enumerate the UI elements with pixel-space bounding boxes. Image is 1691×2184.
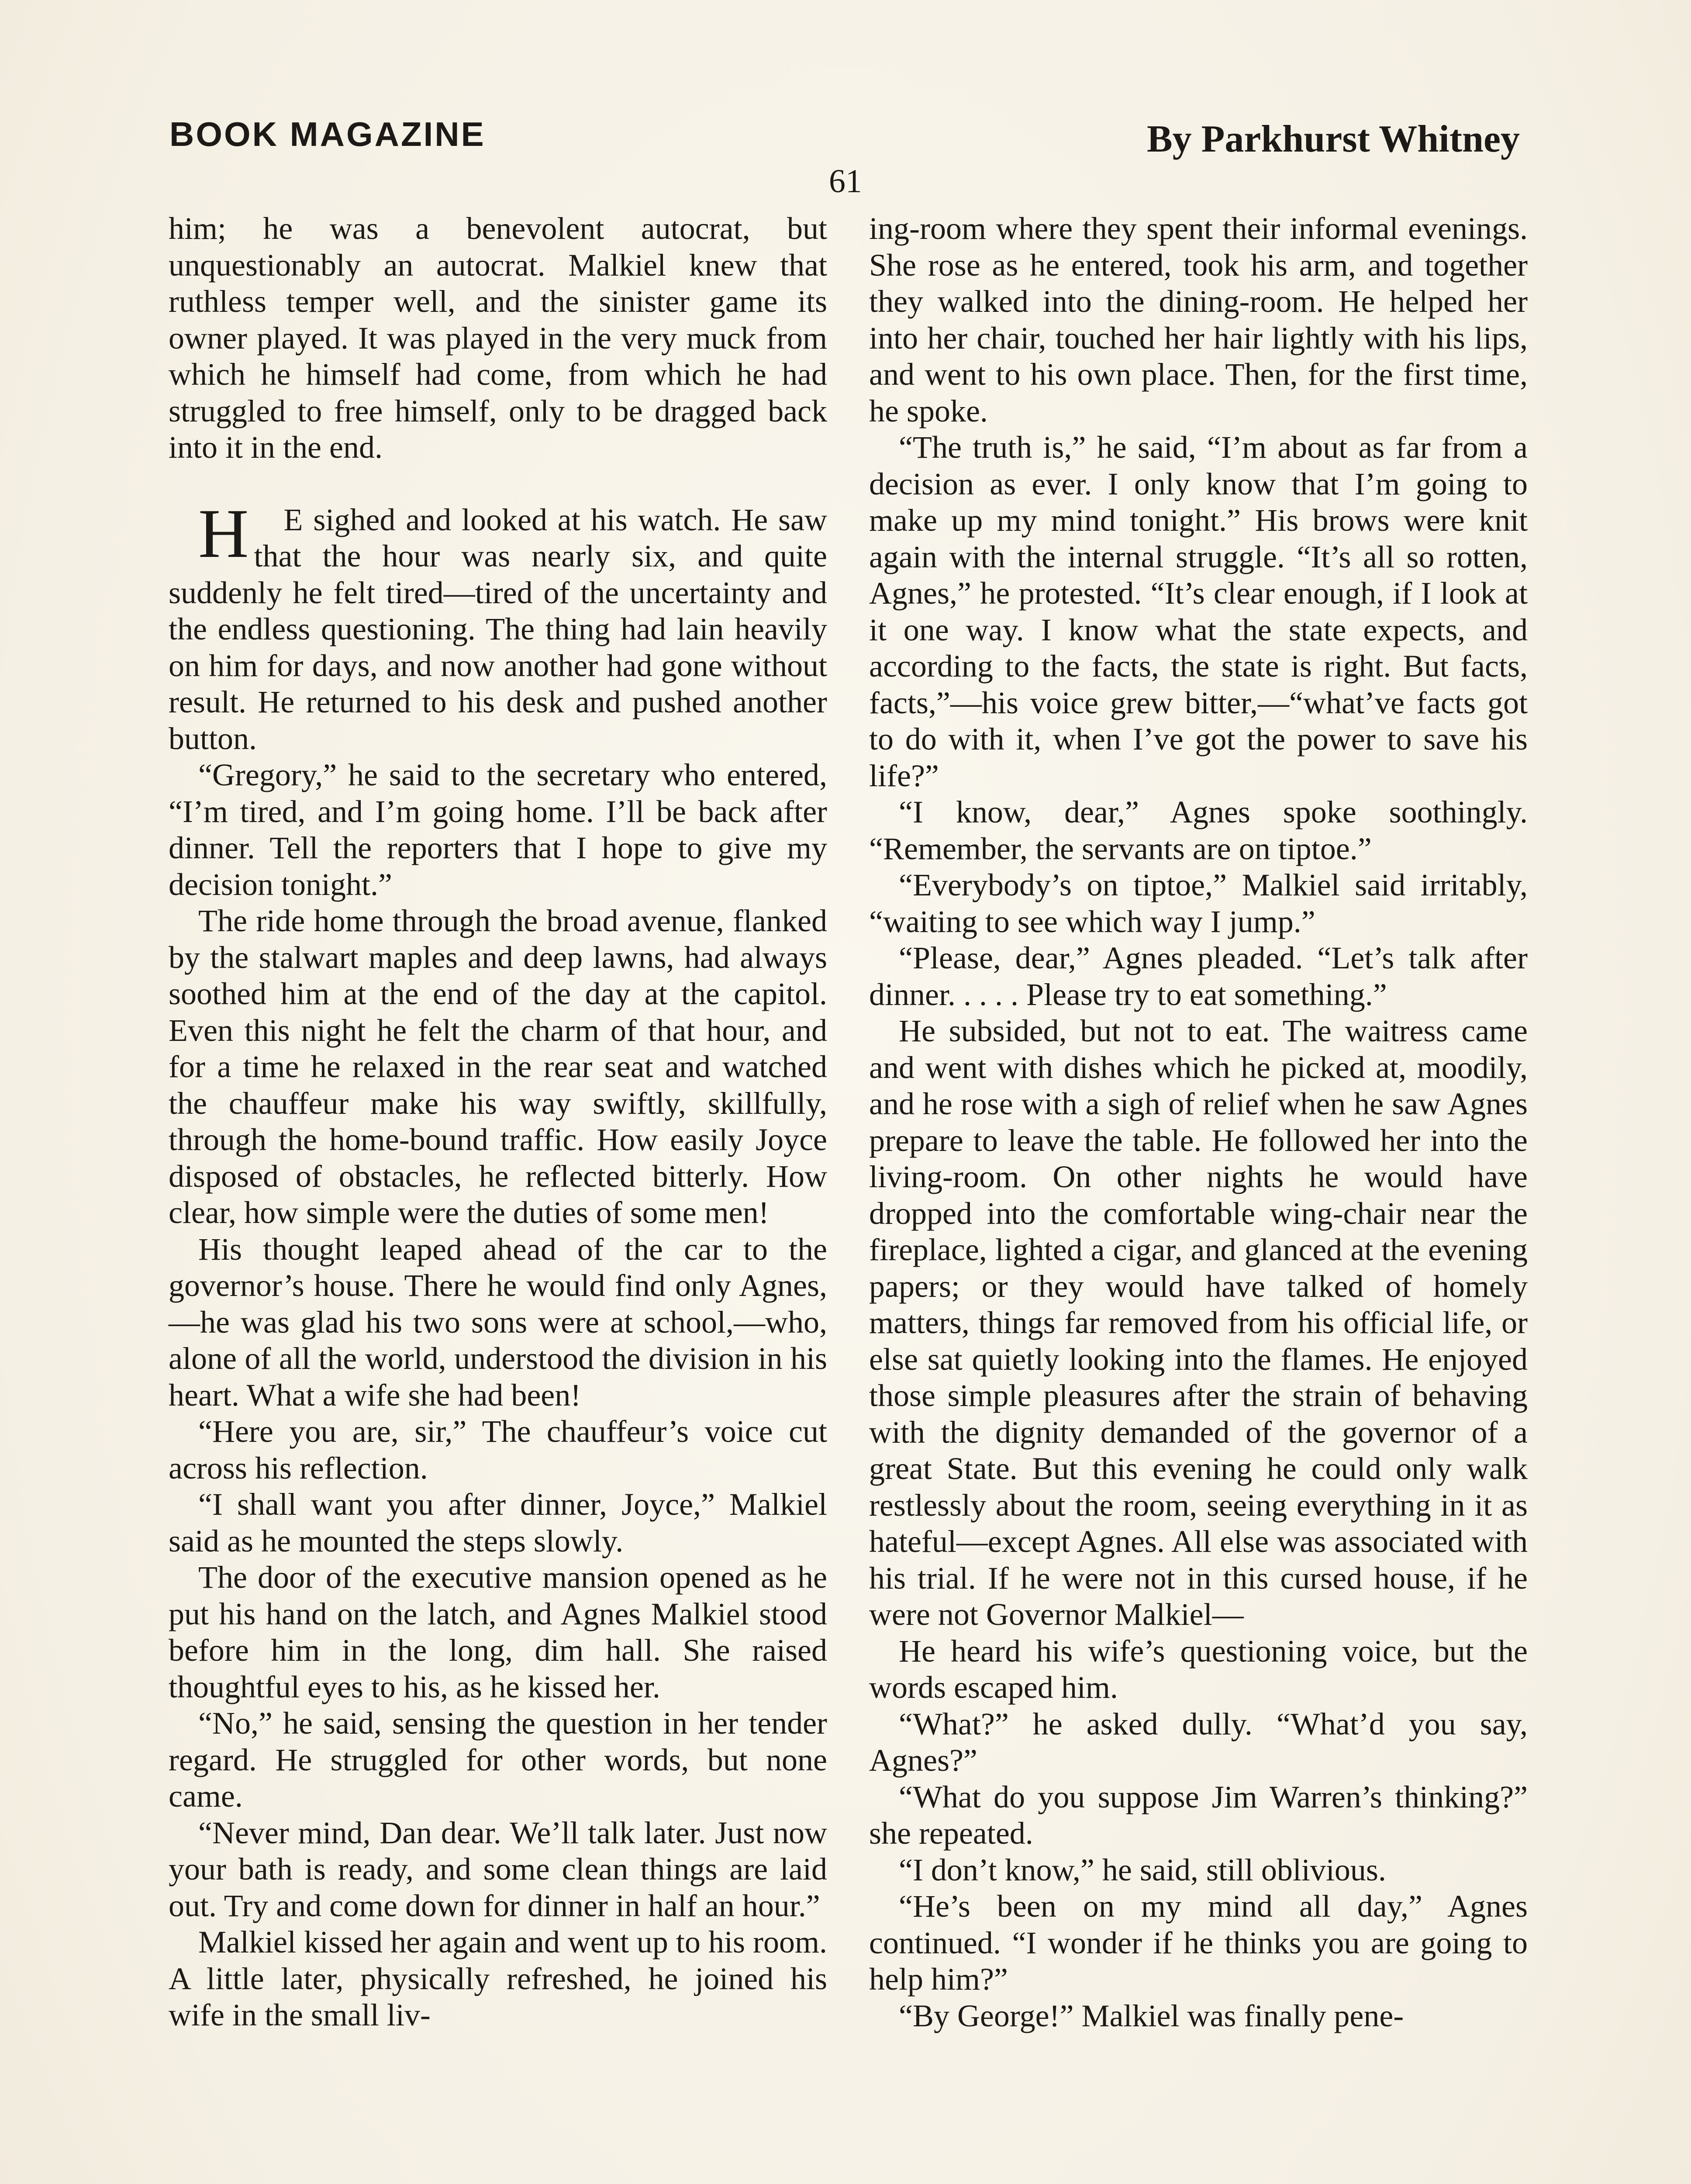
dropcap-paragraph [169, 494, 827, 757]
paragraph-text: saw that the hour was nearly six, and quite suddenly he felt tired—tired of the uncertainty and the endless questioning. The thing had lain heavily on him for days, and now another had gone without result. He returned to his desk and pushed another button. [169, 502, 827, 756]
paragraph: Malkiel kissed her again and went up to his room. A little later, physically refreshed, he joined his wife in the small liv- [169, 1925, 827, 2032]
paragraph: “What do you suppose Jim Warren’s thinking?” she repeated. [869, 1779, 1528, 1851]
paragraph: “He’s been on my mind all day,” Agnes continued. “I wonder if he thinks you are going to help him?” [869, 1889, 1528, 1997]
paragraph: “Everybody’s on tiptoe,” Malkiel said irritably, “waiting to see which way I jump.” [869, 867, 1528, 939]
page-number: 61 [829, 163, 862, 200]
paragraph: He subsided, but not to eat. The waitress came and went with dishes which he picked at, moodily, and he rose with a sigh of relief when he saw Agnes prepare to leave the table. He followed her into the living-room. On other nights he would have dropped into the comfortable wing-chair near the fireplace, lighted a cigar, and glanced at the evening papers; or they would have talked of homely matters, things far removed from his official life, or else sat quietly looking into the flames. He enjoyed those simple pleasures after the strain of behaving with the dignity demanded of the governor of a great State. But this evening he could only walk restlessly about the room, seeing everything in it as hateful—except Agnes. All else was associated with his trial. If he were not in this cursed house, if he were not Governor Malkiel— [869, 1013, 1528, 1632]
paragraph: him; he was a benevolent autocrat, but unquestionably an autocrat. Malkiel knew that ruthless temper well, and the sinister game its owner played. It was played in the very muck from which he himself had come, from which he had struggled to free himself, only to be dragged back into it in the end. [169, 211, 827, 465]
left-column [169, 211, 827, 2034]
paragraph: “The truth is,” he said, “I’m about as far from a decision as ever. I only know that I’m going to make up my mind tonight.” His brows were knit again with the internal struggle. “It’s all so rotten, Agnes,” he protested. “It’s clear enough, if I look at it one way. I know what the state expects, and according to the facts, the state is right. But facts, facts,”—his voice grew bitter,—“what’ve facts got to do with it, when I’ve got the power to save his life?” [869, 430, 1528, 793]
right-column [869, 211, 1528, 2034]
drop-cap: H [198, 494, 249, 572]
paragraph: “By George!” Malkiel was finally pene- [899, 1998, 1404, 2033]
paragraph: He heard his wife’s questioning voice, but the words escaped him. [869, 1633, 1528, 1705]
paragraph: His thought leaped ahead of the car to the governor’s house. There he would find only Agnes,—he was glad his two sons were at school,—who, alone of all the world, understood the division in his heart. What a wife she had been! [169, 1231, 827, 1413]
paragraph: “I know, dear,” Agnes spoke soothingly. “Remember, the servants are on tiptoe.” [869, 795, 1528, 866]
paragraph: “I don’t know,” he said, still oblivious. [899, 1852, 1386, 1887]
paragraph: ing-room where they spent their informal evenings. She rose as he entered, took his arm, and together they walked into the dining-room. He helped her into her chair, touched her hair lightly with his lips, and went to his own place. Then, for the first time, he spoke. [869, 211, 1528, 429]
paragraph: “Here you are, sir,” The chauffeur’s voice cut across his reflection. [169, 1414, 827, 1486]
paragraph: “What?” he asked dully. “What’d you say, Agnes?” [869, 1706, 1528, 1778]
paragraph: “I shall want you after dinner, Joyce,” Malkiel said as he mounted the steps slowly. [169, 1487, 827, 1559]
paragraph: “Gregory,” he said to the secretary who entered, “I’m tired, and I’m going home. I’ll be back after dinner. Tell the reporters that I hope to give my decision tonight.” [169, 757, 827, 902]
paragraph: “No,” he said, sensing the question in her tender regard. He struggled for other words, but none came. [169, 1706, 827, 1814]
paragraph: “Never mind, Dan dear. We’ll talk later. Just now your bath is ready, and some clean things are laid out. Try and come down for dinner in half an hour.” [169, 1815, 827, 1923]
dropcap-line: E sighed and looked at his watch. He [283, 502, 768, 537]
paragraph: “Please, dear,” Agnes pleaded. “Let’s talk after dinner. . . . . Please try to eat something.” [869, 940, 1528, 1012]
paragraph: The door of the executive mansion opened as he put his hand on the latch, and Agnes Malkiel stood before him in the long, dim hall. She raised thoughtful eyes to his, as he kissed her. [169, 1560, 827, 1704]
author-byline: By Parkhurst Whitney [1146, 118, 1520, 160]
paragraph: The ride home through the broad avenue, flanked by the stalwart maples and deep lawns, had always soothed him at the end of the day at the capitol. Even this night he felt the charm of that hour, and for a time he relaxed in the rear seat and watched the chauffeur make his way swiftly, skillfully, through the home-bound traffic. How easily Joyce disposed of obstacles, he reflected bitterly. How clear, how simple were the duties of some men! [169, 903, 827, 1230]
magazine-title: BOOK MAGAZINE [169, 115, 486, 153]
